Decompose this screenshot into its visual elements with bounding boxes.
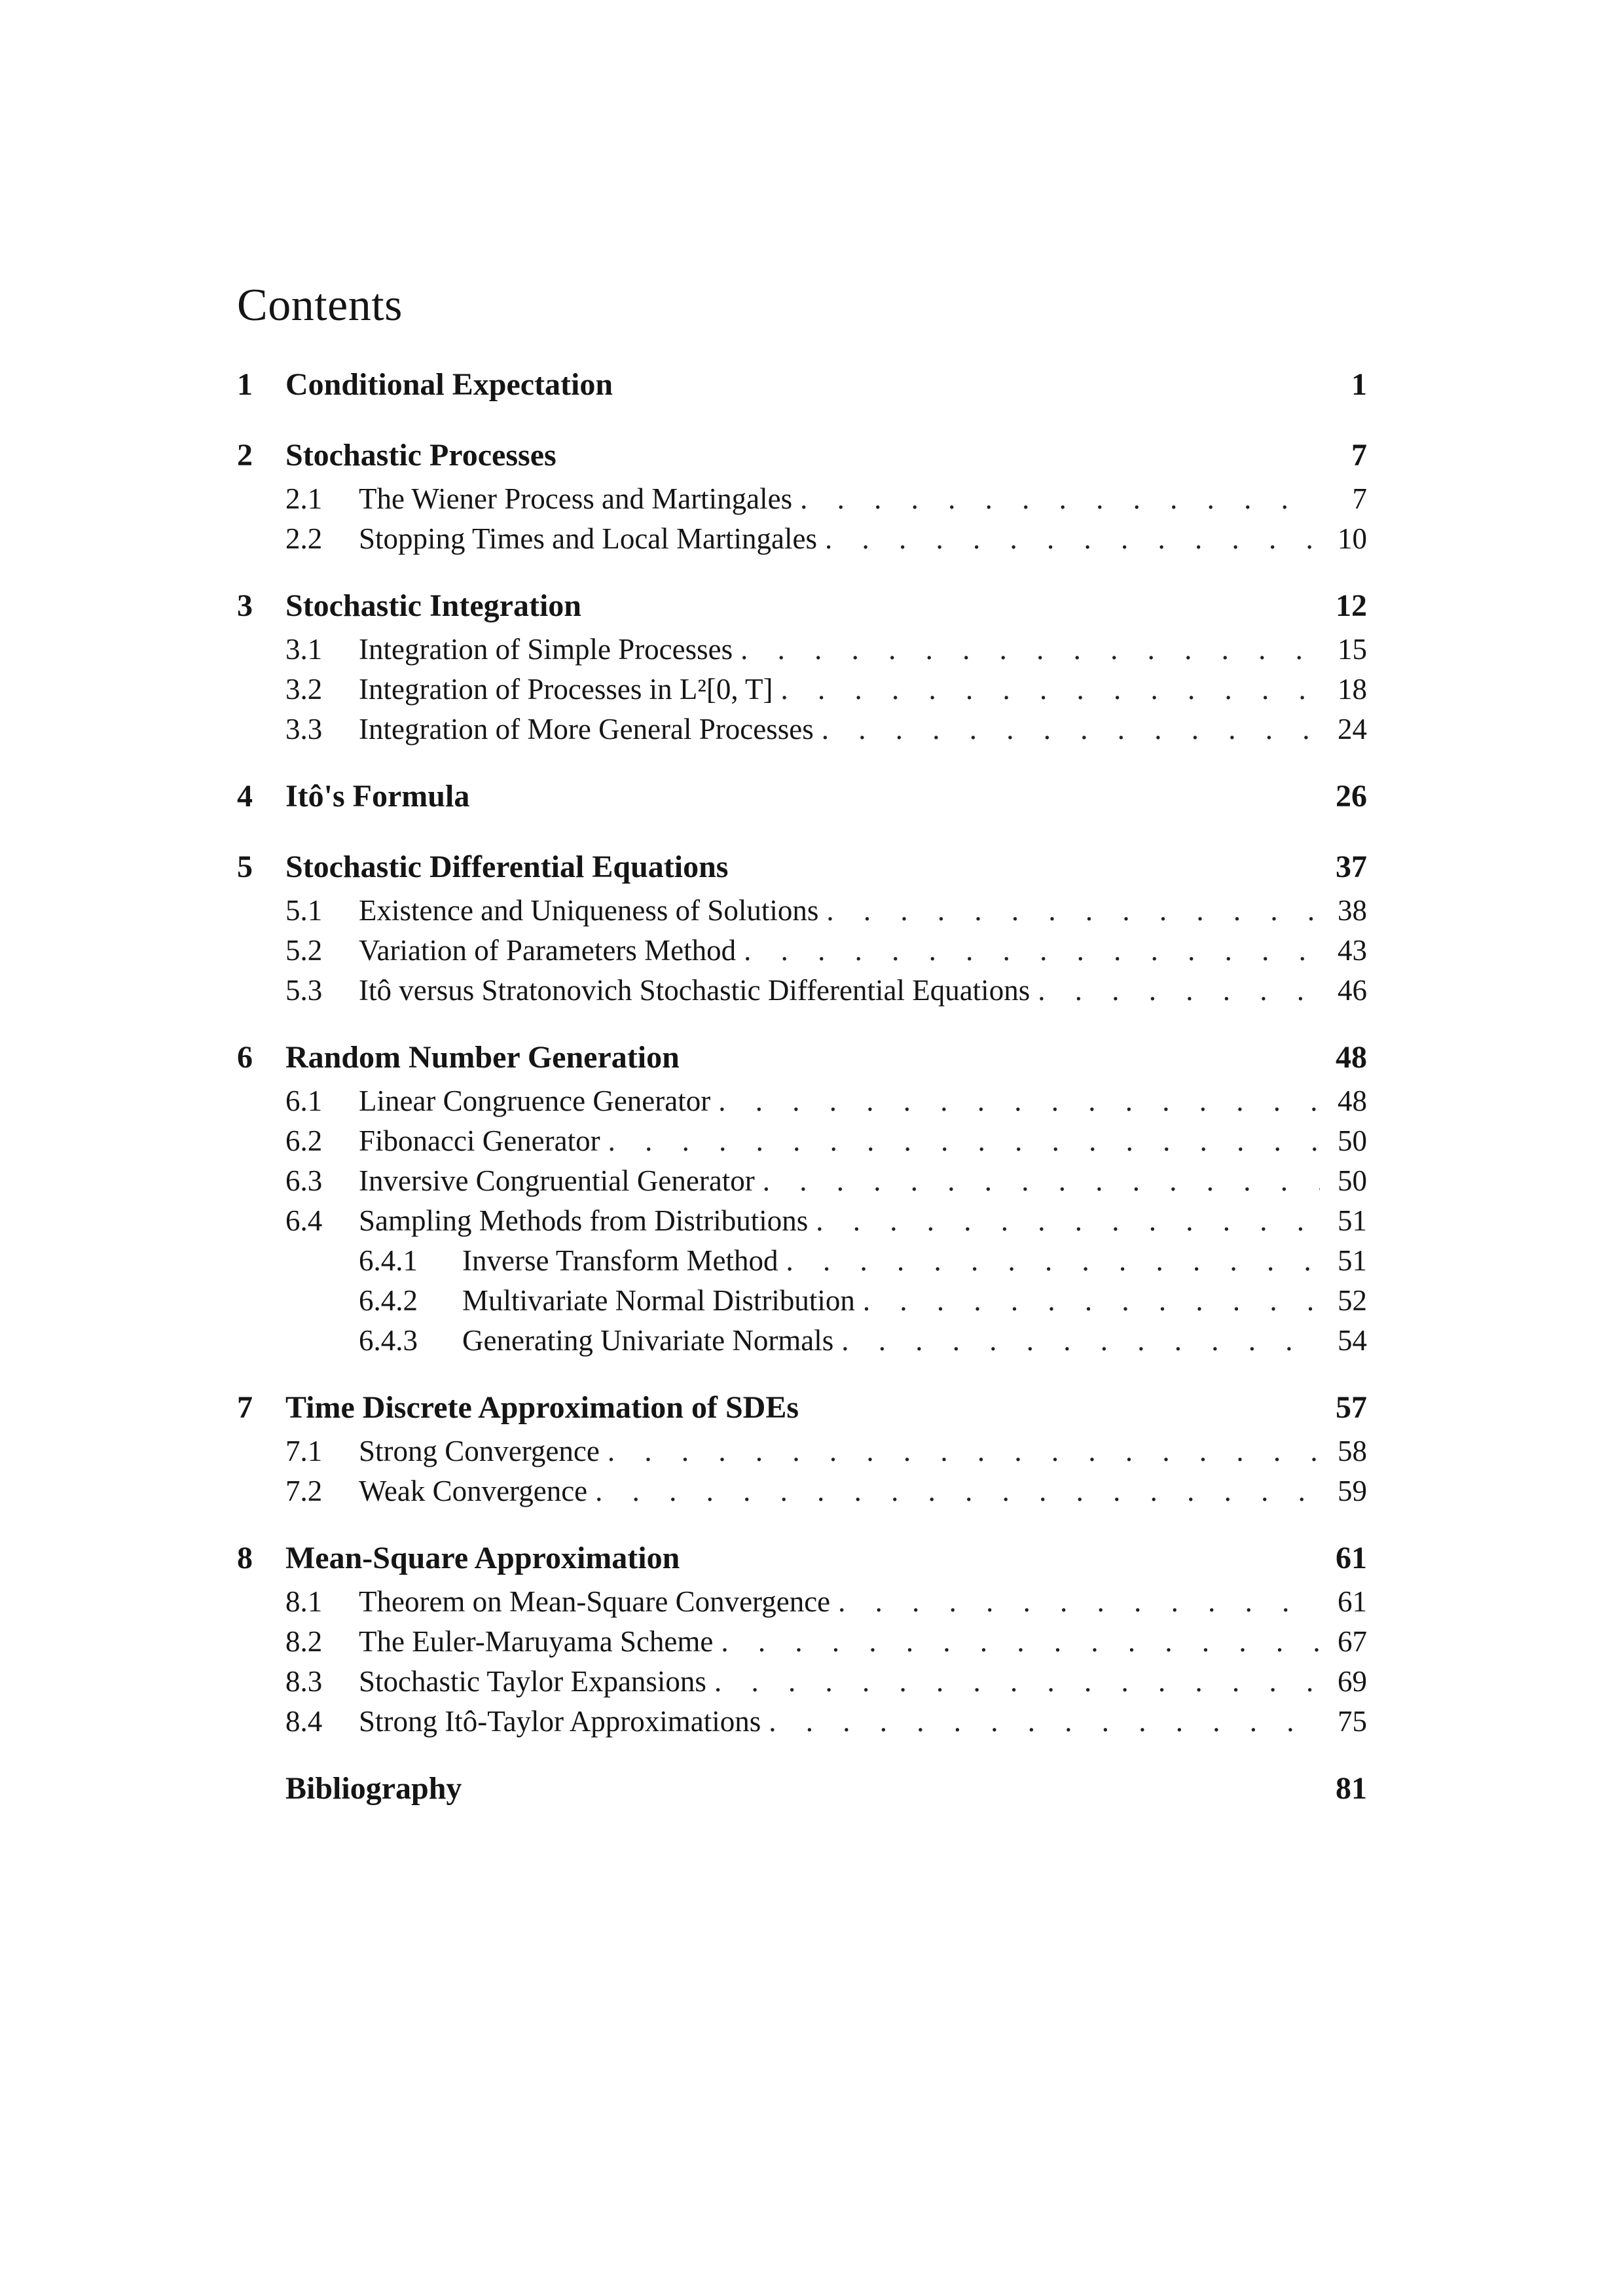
- chapter-entry[interactable]: [237, 1540, 1367, 1585]
- chapter-3: [237, 588, 1367, 752]
- section-title: Sampling Methods from Distributions: [359, 1204, 809, 1237]
- chapter-number: 4: [237, 779, 253, 814]
- chapter-entry[interactable]: [237, 1039, 1367, 1084]
- dot-leader: [740, 632, 1320, 666]
- chapter-title: Stochastic Integration: [285, 588, 581, 623]
- chapter-entry[interactable]: [237, 437, 1367, 482]
- section-entry[interactable]: [237, 933, 1367, 973]
- page-number: 7: [1351, 438, 1367, 473]
- section-number: 8.3: [285, 1665, 323, 1698]
- dot-leader: [744, 933, 1320, 967]
- chapter-number: 5: [237, 850, 253, 884]
- section-entry[interactable]: [237, 522, 1367, 562]
- section-entry[interactable]: [237, 712, 1367, 752]
- section-title: The Euler-Maruyama Scheme: [359, 1625, 714, 1658]
- page-number: 1: [1351, 367, 1367, 402]
- bibliography: [237, 1770, 1367, 1815]
- section-number: 5.1: [285, 894, 323, 927]
- dot-leader: [786, 1244, 1320, 1278]
- page-number: 48: [1336, 1040, 1367, 1075]
- page-number: 51: [1338, 1244, 1367, 1277]
- page-number: 58: [1338, 1435, 1367, 1467]
- section-title: Linear Congruence Generator: [359, 1085, 711, 1117]
- section-title: Stopping Times and Local Martingales: [359, 522, 817, 555]
- chapter-number: 1: [237, 367, 253, 402]
- dot-leader: [841, 1323, 1320, 1357]
- subsection-number: 6.4.2: [359, 1284, 418, 1317]
- section-number: 3.2: [285, 673, 323, 706]
- chapter-entry[interactable]: [237, 367, 1367, 411]
- page-number: 75: [1338, 1705, 1367, 1738]
- chapter-title: Itô's Formula: [285, 779, 470, 814]
- page-number: 50: [1338, 1164, 1367, 1197]
- section-number: 8.2: [285, 1625, 323, 1658]
- page-number: 37: [1336, 850, 1367, 884]
- section-title: The Wiener Process and Martingales: [359, 482, 793, 515]
- subsection-number: 6.4.1: [359, 1244, 418, 1277]
- chapter-entry[interactable]: [237, 1770, 1367, 1815]
- chapter-title: Time Discrete Approximation of SDEs: [285, 1390, 799, 1425]
- dot-leader: [781, 672, 1320, 706]
- subsection-entry[interactable]: [237, 1244, 1367, 1283]
- chapter-title: Mean-Square Approximation: [285, 1541, 680, 1575]
- dot-leader: [763, 1164, 1320, 1198]
- section-number: 8.4: [285, 1705, 323, 1738]
- section-title: Existence and Uniqueness of Solutions: [359, 894, 819, 927]
- section-title: Theorem on Mean-Square Convergence: [359, 1585, 831, 1618]
- chapter-entry[interactable]: [237, 1390, 1367, 1434]
- chapter-title: Bibliography: [285, 1771, 462, 1806]
- subsection-title: Inverse Transform Method: [462, 1244, 778, 1277]
- section-title: Strong Convergence: [359, 1435, 600, 1467]
- chapter-2: [237, 437, 1367, 562]
- section-title: Weak Convergence: [359, 1475, 588, 1507]
- page-number: 46: [1338, 974, 1367, 1007]
- section-title: Strong Itô-Taylor Approximations: [359, 1705, 761, 1738]
- page-number: 67: [1338, 1625, 1367, 1658]
- chapter-number: 6: [237, 1040, 253, 1075]
- page-number: 54: [1338, 1324, 1367, 1357]
- chapter-title: Stochastic Processes: [285, 438, 556, 473]
- page-number: 24: [1338, 713, 1367, 745]
- section-number: 2.2: [285, 522, 323, 555]
- section-number: 2.1: [285, 482, 323, 515]
- section-number: 8.1: [285, 1585, 323, 1618]
- section-entry[interactable]: [237, 1084, 1367, 1124]
- subsection-title: Generating Univariate Normals: [462, 1324, 834, 1357]
- chapter-6: [237, 1039, 1367, 1363]
- section-entry[interactable]: [237, 893, 1367, 933]
- section-number: 6.4: [285, 1204, 323, 1237]
- section-number: 3.3: [285, 713, 323, 745]
- section-entry[interactable]: [237, 1474, 1367, 1514]
- page-number: 50: [1338, 1124, 1367, 1157]
- page-number: 12: [1336, 588, 1367, 623]
- page-number: 81: [1336, 1771, 1367, 1806]
- dot-leader: [825, 522, 1320, 556]
- page-number: 52: [1338, 1284, 1367, 1317]
- page-number: 59: [1338, 1475, 1367, 1507]
- page-number: 69: [1338, 1665, 1367, 1698]
- dot-leader: [608, 1124, 1320, 1158]
- section-entry[interactable]: [237, 1124, 1367, 1164]
- chapter-entry[interactable]: [237, 588, 1367, 632]
- chapter-title: Stochastic Differential Equations: [285, 850, 729, 884]
- chapter-8: [237, 1540, 1367, 1744]
- dot-leader: [822, 712, 1320, 746]
- dot-leader: [838, 1585, 1320, 1619]
- table-of-contents: [237, 367, 1367, 1841]
- section-title: Stochastic Taylor Expansions: [359, 1665, 706, 1698]
- chapter-5: [237, 849, 1367, 1013]
- page-number: 26: [1336, 779, 1367, 814]
- section-entry[interactable]: [237, 973, 1367, 1013]
- page-number: 38: [1338, 894, 1367, 927]
- section-number: 6.3: [285, 1164, 323, 1197]
- section-number: 5.3: [285, 974, 323, 1007]
- chapter-number: 8: [237, 1541, 253, 1575]
- section-title: Itô versus Stratonovich Stochastic Differential Equations: [359, 974, 1030, 1007]
- section-entry[interactable]: [237, 1164, 1367, 1204]
- chapter-entry[interactable]: [237, 778, 1367, 823]
- section-entry[interactable]: [237, 1204, 1367, 1244]
- subsection-number: 6.4.3: [359, 1324, 418, 1357]
- dot-leader: [769, 1704, 1320, 1738]
- dot-leader: [816, 1204, 1320, 1238]
- section-title: Integration of More General Processes: [359, 713, 814, 745]
- page-number: 61: [1338, 1585, 1367, 1618]
- page-number: 7: [1352, 482, 1367, 515]
- dot-leader: [718, 1084, 1320, 1118]
- chapter-number: 2: [237, 438, 253, 473]
- chapter-7: [237, 1390, 1367, 1514]
- section-entry[interactable]: [237, 1704, 1367, 1744]
- page-number: 61: [1336, 1541, 1367, 1575]
- page-number: 43: [1338, 934, 1367, 967]
- page-number: 57: [1336, 1390, 1367, 1425]
- section-number: 3.1: [285, 633, 323, 666]
- page-number: 18: [1338, 673, 1367, 706]
- section-entry[interactable]: [237, 1664, 1367, 1704]
- chapter-number: 7: [237, 1390, 253, 1425]
- section-entry[interactable]: [237, 1624, 1367, 1664]
- chapter-4: [237, 778, 1367, 823]
- section-entry[interactable]: [237, 482, 1367, 522]
- page-number: 48: [1338, 1085, 1367, 1117]
- section-title: Inversive Congruential Generator: [359, 1164, 755, 1197]
- dot-leader: [714, 1664, 1320, 1698]
- dot-leader: [863, 1283, 1320, 1318]
- section-entry[interactable]: [237, 1585, 1367, 1624]
- chapter-title: Random Number Generation: [285, 1040, 680, 1075]
- subsection-title: Multivariate Normal Distribution: [462, 1284, 855, 1317]
- section-entry[interactable]: [237, 632, 1367, 672]
- section-title: Integration of Processes in L²[0, T]: [359, 673, 773, 706]
- chapter-number: 3: [237, 588, 253, 623]
- section-title: Variation of Parameters Method: [359, 934, 737, 967]
- page-title: Contents: [237, 280, 403, 331]
- chapter-entry[interactable]: [237, 849, 1367, 893]
- section-entry[interactable]: [237, 672, 1367, 712]
- page-number: 10: [1338, 522, 1367, 555]
- section-title: Fibonacci Generator: [359, 1124, 600, 1157]
- chapter-1: [237, 367, 1367, 411]
- dot-leader: [826, 893, 1320, 927]
- subsection-entry[interactable]: [237, 1323, 1367, 1363]
- section-number: 6.1: [285, 1085, 323, 1117]
- section-number: 6.2: [285, 1124, 323, 1157]
- section-entry[interactable]: [237, 1434, 1367, 1474]
- section-number: 7.1: [285, 1435, 323, 1467]
- page-number: 15: [1338, 633, 1367, 666]
- dot-leader: [1038, 973, 1320, 1007]
- section-number: 5.2: [285, 934, 323, 967]
- subsection-entry[interactable]: [237, 1283, 1367, 1323]
- chapter-title: Conditional Expectation: [285, 367, 613, 402]
- page-number: 51: [1338, 1204, 1367, 1237]
- dot-leader: [721, 1624, 1320, 1659]
- section-title: Integration of Simple Processes: [359, 633, 733, 666]
- dot-leader: [608, 1434, 1320, 1468]
- dot-leader: [800, 482, 1320, 516]
- dot-leader: [595, 1474, 1320, 1508]
- section-number: 7.2: [285, 1475, 323, 1507]
